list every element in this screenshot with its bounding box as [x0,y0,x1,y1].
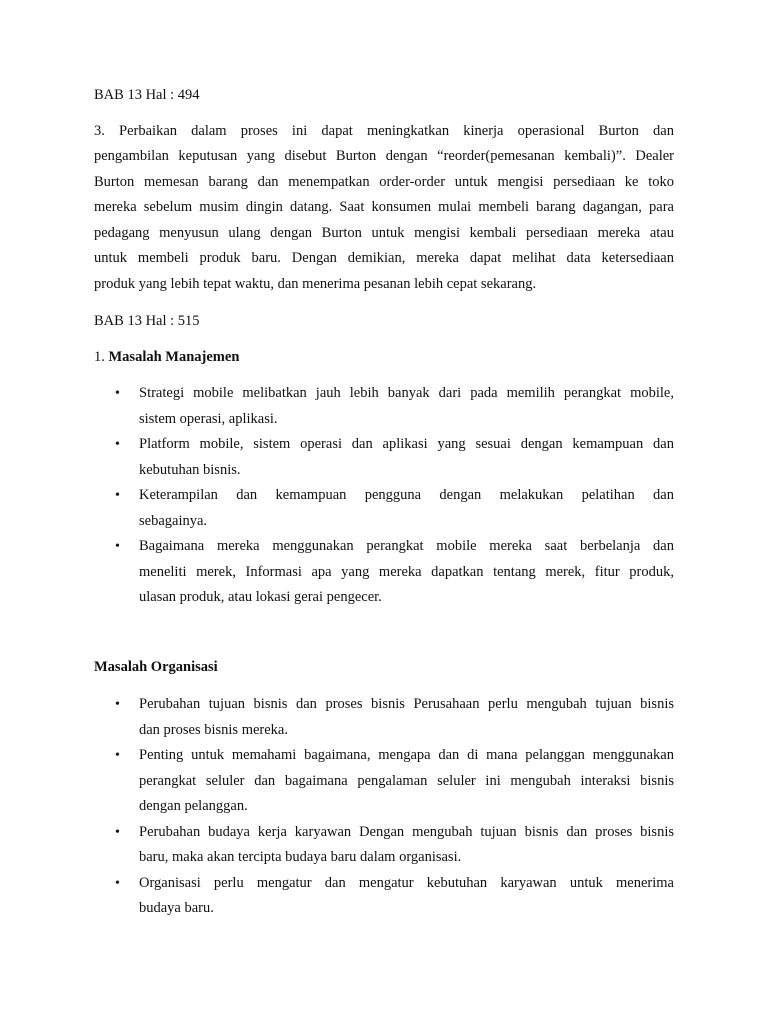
bullet-text [139,432,674,483]
bullet-text-line: Strategi mobile melibatkan jauh lebih banyak dari pada memilih perangkat mobile, [139,385,674,401]
paragraph-line: produk yang lebih tepat waktu, dan menerima pesanan lebih cepat sekarang. [94,275,537,292]
section-heading-organisasi: Masalah Organisasi [94,658,218,675]
bullet-point-icon: • [115,488,120,503]
bullet-item [94,381,674,432]
section-title: Masalah Manajemen [108,348,240,365]
bullet-text-line: dan proses bisnis mereka. [139,721,288,738]
bullet-item [94,820,674,871]
bullet-text-line: sebagainya. [139,512,208,529]
bullet-point-icon: • [115,824,120,840]
bullet-text [139,692,674,743]
bullet-text-line: ulasan produk, atau lokasi gerai pengecer. [139,589,382,605]
bullet-text-line: Organisasi perlu mengatur dan mengatur kebutuhan karyawan untuk menerima [139,874,674,891]
bullet-point-icon: • [115,748,120,763]
chapter-page-reference: BAB 13 Hal : 515 [94,313,200,329]
bullet-item [94,432,674,483]
bullet-text-line: kebutuhan bisnis. [139,461,241,478]
bullet-text [139,820,674,871]
bullet-text-line: meneliti merek, Informasi apa yang mereka dapatkan tentang merek, fitur produk, [139,563,674,580]
bullet-text [139,743,674,820]
bullet-text-line: Perubahan tujuan bisnis dan proses bisnis Perusahaan perlu mengubah tujuan bisnis [139,696,674,712]
section-heading-manajemen [94,345,674,371]
bullet-text-line: perangkat seluler dan bagaimana pengalaman seluler ini mengubah interaksi bisnis [139,772,674,789]
bullet-text-line: dengan pelanggan. [139,798,248,814]
bullet-text [139,871,674,922]
bullet-point-icon: • [115,697,120,712]
numbered-paragraph [94,119,674,298]
bullet-text-line: budaya baru. [139,900,214,916]
bullet-item [94,743,674,820]
bullet-text-line: Perubahan budaya kerja karyawan Dengan mengubah tujuan bisnis dan proses bisnis [139,823,674,840]
bullet-text-line: Bagaimana mereka menggunakan perangkat mobile mereka saat berbelanja dan [139,538,674,554]
paragraph-line: pengambilan keputusan yang disebut Burton dengan “reorder(pemesanan kembali)”. Dealer [94,148,674,164]
bullet-list-organisasi [94,692,674,922]
paragraph-line: Burton memesan barang dan menempatkan order-order untuk mengisi persediaan ke toko [94,173,674,190]
bullet-text-line: Platform mobile, sistem operasi dan aplikasi yang sesuai dengan kemampuan dan [139,436,674,452]
bullet-point-icon: • [115,875,120,891]
bullet-item [94,692,674,743]
bullet-text-line: sistem operasi, aplikasi. [139,410,278,427]
paragraph-line: 3. Perbaikan dalam proses ini dapat meningkatkan kinerja operasional Burton dan [94,122,674,139]
bullet-text-line: Keterampilan dan kemampuan pengguna dengan melakukan pelatihan dan [139,487,674,503]
paragraph-line: mereka sebelum musim dingin datang. Saat konsumen mulai membeli barang dagangan, para [94,199,674,215]
document-body [94,83,674,922]
chapter-page-reference: BAB 13 Hal : 494 [94,87,200,103]
paragraph-line: untuk membeli produk baru. Dengan demikian, mereka dapat melihat data ketersediaan [94,250,674,266]
section-number: 1. [94,348,109,365]
bullet-text [139,534,674,611]
bullet-point-icon: • [115,539,120,554]
bullet-text [139,381,674,432]
bullet-list-manajemen [94,381,674,611]
bullet-point-icon: • [115,386,120,401]
bullet-text-line: Penting untuk memahami bagaimana, mengapa dan di mana pelanggan menggunakan [139,747,674,763]
bullet-item [94,534,674,611]
bullet-item [94,483,674,534]
bullet-item [94,871,674,922]
bullet-text-line: baru, maka akan tercipta budaya baru dalam organisasi. [139,849,462,865]
bullet-point-icon: • [115,437,120,452]
bullet-text [139,483,674,534]
paragraph-line: pedagang menyusun ulang dengan Burton untuk mengisi kembali persediaan mereka atau [94,224,674,241]
